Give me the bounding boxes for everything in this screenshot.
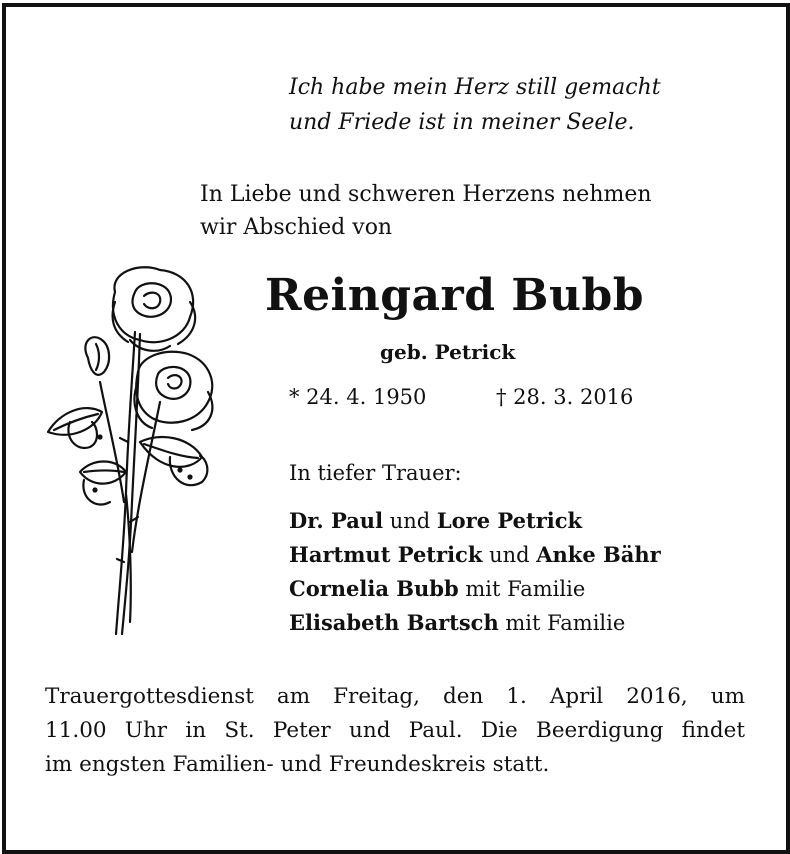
birth-date: * 24. 4. 1950 bbox=[289, 385, 427, 409]
mourner-joiner: und bbox=[383, 509, 437, 533]
mourners-list bbox=[289, 504, 661, 640]
mourner-row bbox=[289, 504, 661, 538]
deceased-name: Reingard Bubb bbox=[265, 270, 645, 321]
mourner-name: Anke Bähr bbox=[536, 542, 661, 567]
quote bbox=[289, 70, 661, 140]
quote-line-1: Ich habe mein Herz still gemacht bbox=[289, 75, 661, 100]
service-line-2: 11.00 Uhr in St. Peter und Paul. Die Beerdigung findet bbox=[45, 718, 745, 743]
intro-text bbox=[200, 178, 652, 244]
death-date: † 28. 3. 2016 bbox=[496, 385, 634, 409]
intro-line-2: wir Abschied von bbox=[200, 215, 393, 240]
mourner-row bbox=[289, 606, 661, 640]
mourner-suffix: mit Familie bbox=[498, 611, 626, 635]
mourner-joiner: und bbox=[482, 543, 537, 567]
mourner-name: Dr. Paul bbox=[289, 508, 384, 533]
rose-illustration-icon bbox=[40, 262, 225, 637]
mourner-suffix: mit Familie bbox=[458, 577, 586, 601]
service-line-3: im engsten Familien- und Freundeskreis statt. bbox=[45, 752, 550, 777]
life-dates bbox=[289, 382, 634, 412]
mourner-name: Elisabeth Bartsch bbox=[289, 610, 499, 635]
intro-line-1: In Liebe und schweren Herzens nehmen bbox=[200, 182, 652, 207]
mourner-name: Cornelia Bubb bbox=[289, 576, 459, 601]
mourner-name: Lore Petrick bbox=[436, 508, 583, 533]
service-line-1: Trauergottesdienst am Freitag, den 1. April 2016, um bbox=[45, 684, 745, 709]
quote-line-2: und Friede ist in meiner Seele. bbox=[289, 110, 635, 135]
mourning-label: In tiefer Trauer: bbox=[289, 461, 462, 485]
mourner-row bbox=[289, 572, 661, 606]
mourner-row bbox=[289, 538, 661, 572]
service-info bbox=[45, 680, 745, 782]
mourner-name: Hartmut Petrick bbox=[289, 542, 483, 567]
maiden-name: geb. Petrick bbox=[380, 340, 516, 364]
